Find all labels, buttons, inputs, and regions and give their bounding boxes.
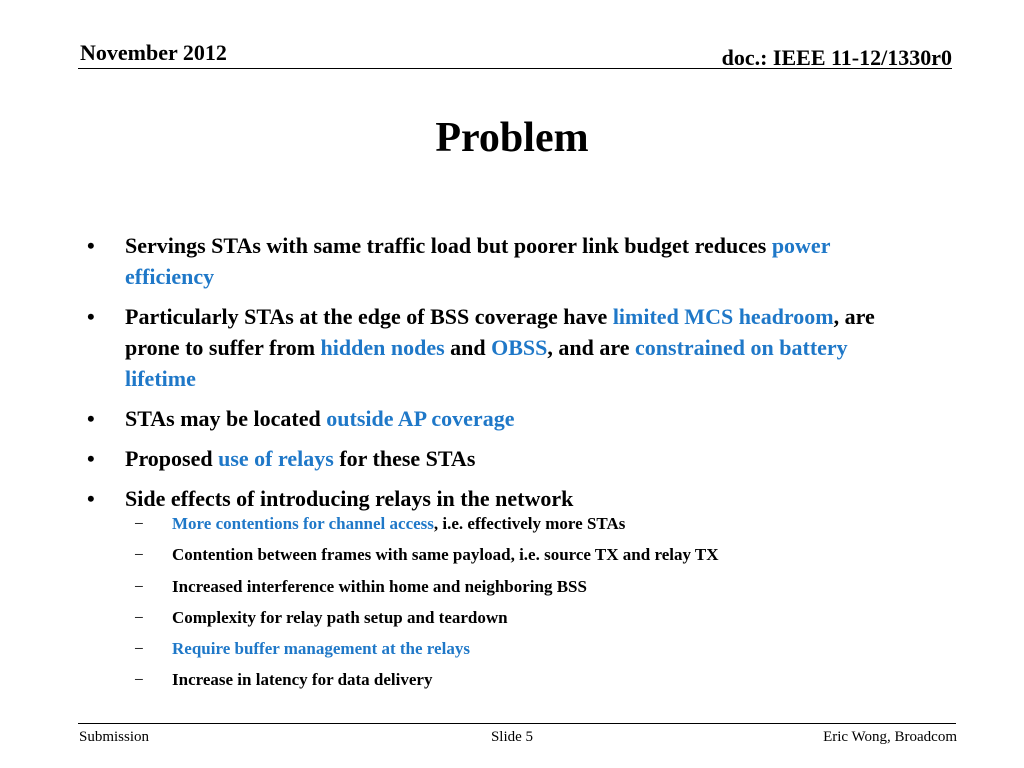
- sub-bullet-5: [134, 638, 894, 660]
- footer-rule: [78, 723, 956, 724]
- bullet-text: for these STAs: [333, 446, 476, 471]
- sub-bullet-1: [134, 513, 894, 535]
- dash-mark: −: [134, 514, 144, 533]
- sub-bullet-2: [134, 544, 894, 566]
- footer-submission: Submission: [79, 729, 150, 745]
- dash-mark: −: [134, 607, 144, 627]
- sub-bullet-text: , i.e. effectively more STAs: [433, 514, 626, 533]
- bullet-highlight: limited MCS headroom: [612, 304, 834, 329]
- bullet-text: Servings STAs with same traffic load but poorer link budget reduces: [125, 233, 772, 258]
- header-doc-id: doc.: IEEE 11-12/1330r0: [721, 45, 952, 70]
- bullet-2: [87, 301, 907, 394]
- sub-bullet-4: [134, 607, 894, 629]
- bullet-text: STAs may be located: [125, 406, 327, 431]
- bullet-text: , are prone to suffer from: [125, 304, 875, 360]
- bullet-text: and: [444, 335, 492, 360]
- bullet-text: Side effects of introducing relays in the network: [125, 486, 574, 511]
- bullet-mark: •: [87, 233, 95, 258]
- slide-title: Problem: [435, 115, 589, 161]
- sub-bullet-text: Increased interference within home and neighboring BSS: [172, 576, 587, 596]
- sub-bullet-text: Contention between frames with same payload, i.e. source TX and relay TX: [172, 545, 719, 565]
- dash-mark: −: [134, 670, 144, 690]
- dash-mark: −: [134, 545, 144, 565]
- bullet-highlight: hidden nodes: [320, 335, 445, 360]
- footer-author: Eric Wong, Broadcom: [823, 729, 957, 745]
- bullet-list: [87, 230, 907, 523]
- footer-slide-number: Slide 5: [490, 729, 534, 745]
- sub-bullet-text: Complexity for relay path setup and teardown: [172, 607, 508, 627]
- sub-bullet-text: Increase in latency for data delivery: [172, 670, 433, 690]
- header-date: November 2012: [80, 40, 227, 65]
- bullet-highlight: constrained on battery lifetime: [125, 335, 848, 391]
- bullet-text: Particularly STAs at the edge of BSS coverage have: [125, 304, 613, 329]
- bullet-mark: •: [87, 406, 95, 431]
- bullet-highlight: power efficiency: [125, 233, 831, 289]
- sub-bullet-6: [134, 669, 894, 691]
- bullet-highlight: OBSS: [491, 335, 548, 360]
- dash-mark: −: [134, 639, 144, 659]
- bullet-3: [87, 403, 907, 434]
- bullet-1: [87, 230, 907, 292]
- bullet-mark: •: [87, 486, 95, 511]
- sub-bullet-3: [134, 576, 894, 598]
- bullet-text: Proposed: [125, 446, 219, 471]
- header-rule: [78, 68, 952, 69]
- bullet-highlight: use of relays: [218, 446, 334, 471]
- bullet-mark: •: [87, 304, 95, 329]
- sub-bullet-list: [134, 513, 894, 701]
- dash-mark: −: [134, 576, 144, 596]
- bullet-highlight: outside AP coverage: [326, 406, 515, 431]
- bullet-4: [87, 443, 907, 474]
- sub-bullet-highlight: Require buffer management at the relays: [172, 639, 470, 659]
- bullet-text: , and are: [547, 335, 636, 360]
- bullet-5: [87, 483, 907, 514]
- bullet-mark: •: [87, 446, 95, 471]
- sub-bullet-highlight: More contentions for channel access: [172, 514, 434, 533]
